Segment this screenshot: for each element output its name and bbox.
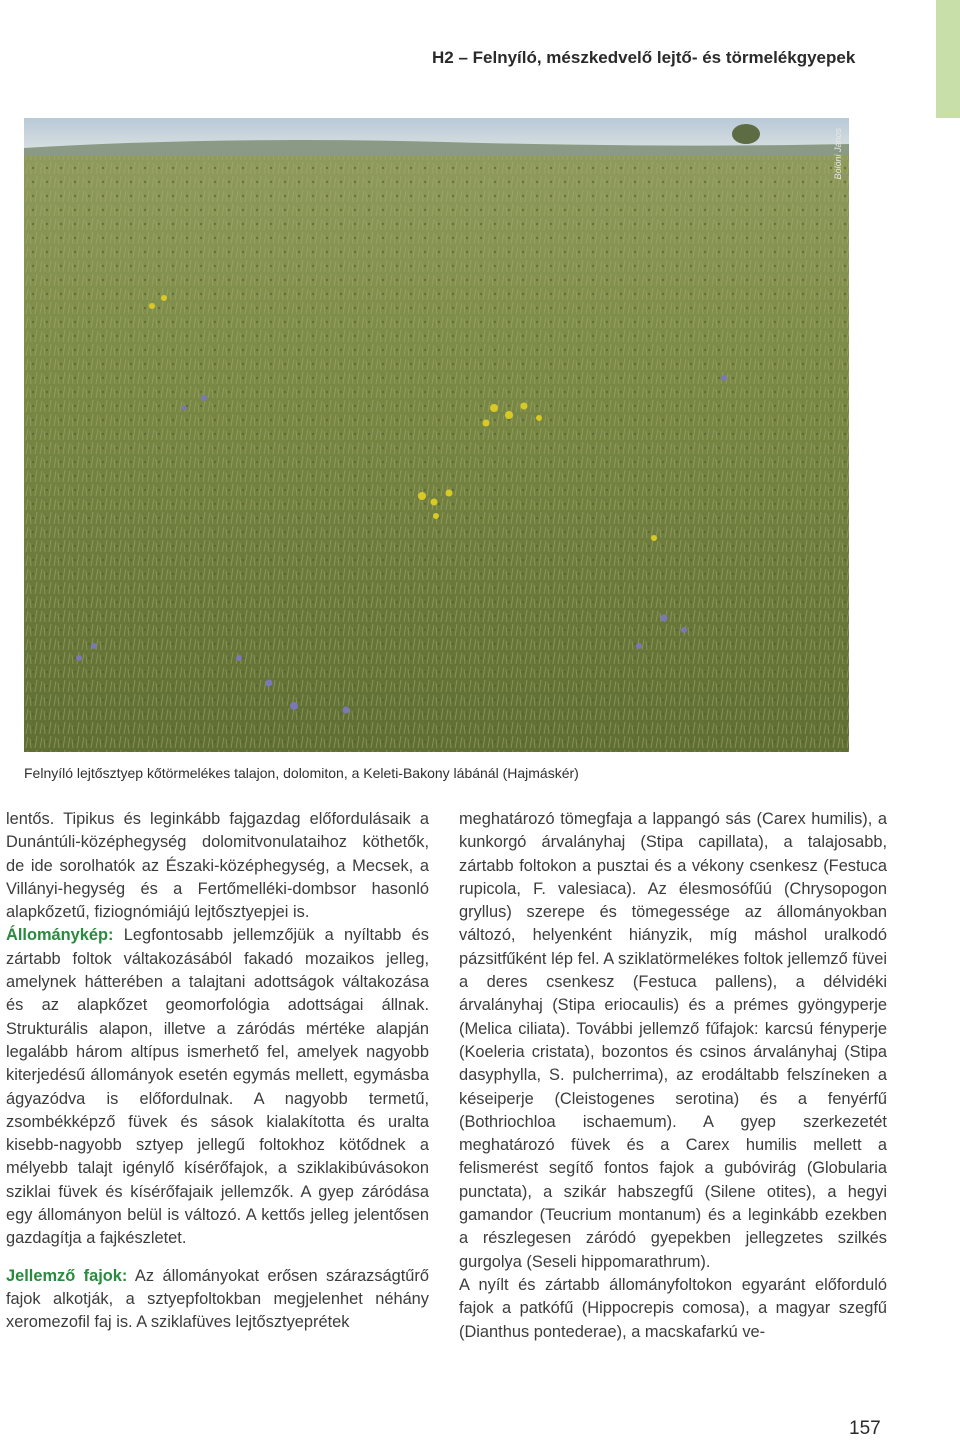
characteristic-species-text: Az állományokat erősen szárazságtűrő fajok alkotják, a sztyepfoltokban megjelenhet néhány xeromezofil faj is. A sziklafüves lejtősztyeprétek: [6, 1266, 429, 1332]
figure-caption: Felnyíló lejtősztyep kőtörmelékes talajon, dolomiton, a Keleti-Bakony lábánál (Hajmáskér): [24, 765, 579, 781]
photo-credit: Bölöni János: [833, 128, 843, 180]
paragraph-stand-structure: [6, 924, 429, 1250]
term-jellemzo-fajok: Jellemző fajok:: [6, 1266, 128, 1285]
chapter-side-tab: [936, 0, 960, 118]
grassland-illustration: [24, 118, 849, 752]
paragraph-common-species: A nyílt és zártabb állományfoltokon egyaránt előforduló fajok a patkófű (Hippocrepis comosa), a magyar szegfű (Dianthus pontederae), a macskafarkú ve-: [459, 1275, 887, 1341]
running-head-title: H2 – Felnyíló, mészkedvelő lejtő- és törmelékgyepek: [432, 48, 856, 67]
left-text-column: [6, 808, 429, 1335]
steppe-photograph: [24, 118, 849, 752]
paragraph-characteristic-species: [6, 1265, 429, 1335]
paragraph-distribution: lentős. Tipikus és leginkább fajgazdag előfordulásaik a Dunántúli-középhegység dolomitvonulataihoz köthetők, de ide sorolhatók az Északi-középhegység, a Mecsek, a Villányi-hegység és a Fertőmelléki-dombsor hasonló alapkőzetű, fiziognómiájú lejtősztyepjei is.: [6, 810, 429, 922]
term-allomanykep: Állománykép:: [6, 926, 114, 945]
page-number: 157: [849, 1418, 881, 1439]
right-text-column: [459, 808, 887, 1344]
paragraph-dominant-species: meghatározó tömegfaja a lappangó sás (Carex humilis), a kunkorgó árvalányhaj (Stipa capillata), a talajosabb, zártabb foltokon a pusztai és a vékony csenkesz (Festuca rupicola, F. valesiaca). Az élesmosófűú (Chrysopogon gryllus) szerepe és tömegessége az állományokban változó, helyenként hiányzik, míg máshol uralkodó pázsitfűként lép fel. A sziklatörmelékes foltok jellemző füvei a deres csenkesz (Festuca pallens), a délvidéki árvalányhaj (Stipa eriocaulis) és a prémes gyöngyperje (Melica ciliata). További jellemző fűfajok: karcsú fényperje (Koeleria cristata), bozontos és csinos árvalányhaj (Stipa dasyphylla, S. pulcherrima), az erodáltabb felszíneken a késeiperje (Cleistogenes serotina) és a fenyérfű (Bothriochloa ischaemum). A gyep szerkezetét meghatározó füvek és a Carex humilis mellett a felismerést segítő fontos fajok a gubóvirág (Globularia punctata), a szikár habszegfű (Silene otites), a hegyi gamandor (Teucrium montanum) és a leginkább ezekben a részlegesen záródó gyepekben jellegzetes szilkés gurgolya (Seseli hippomarathrum).: [459, 810, 887, 1271]
stand-structure-text: Legfontosabb jellemzőjük a nyíltabb és zártabb foltok váltakozásából fakadó mozaikos jelleg, amelynek hátterében a talajtani adottságok váltakozása és az alapkőzet geomorfológia adottságai állnak. Strukturális alapon, illetve a záródás mértéke alapján legalább három altípus ismerhető fel, amelyek nagyobb kiterjedésű állományok esetén egymás mellett, egymásba ágyazódva is előfordulnak. A nagyobb termetű, zsombékképző füvek és sások kialakította és uralta kisebb-nagyobb sztyep jellegű foltokhoz kötődnek a mélyebb talajt igénylő kísérőfajok, a sziklakibúvásokon sziklai füvek és kísérőfajaik jellemzők. A gyep záródása egy állományon belül is változó. A kettős jelleg jelentősen gazdagítja a fajkészletet.: [6, 926, 429, 1248]
